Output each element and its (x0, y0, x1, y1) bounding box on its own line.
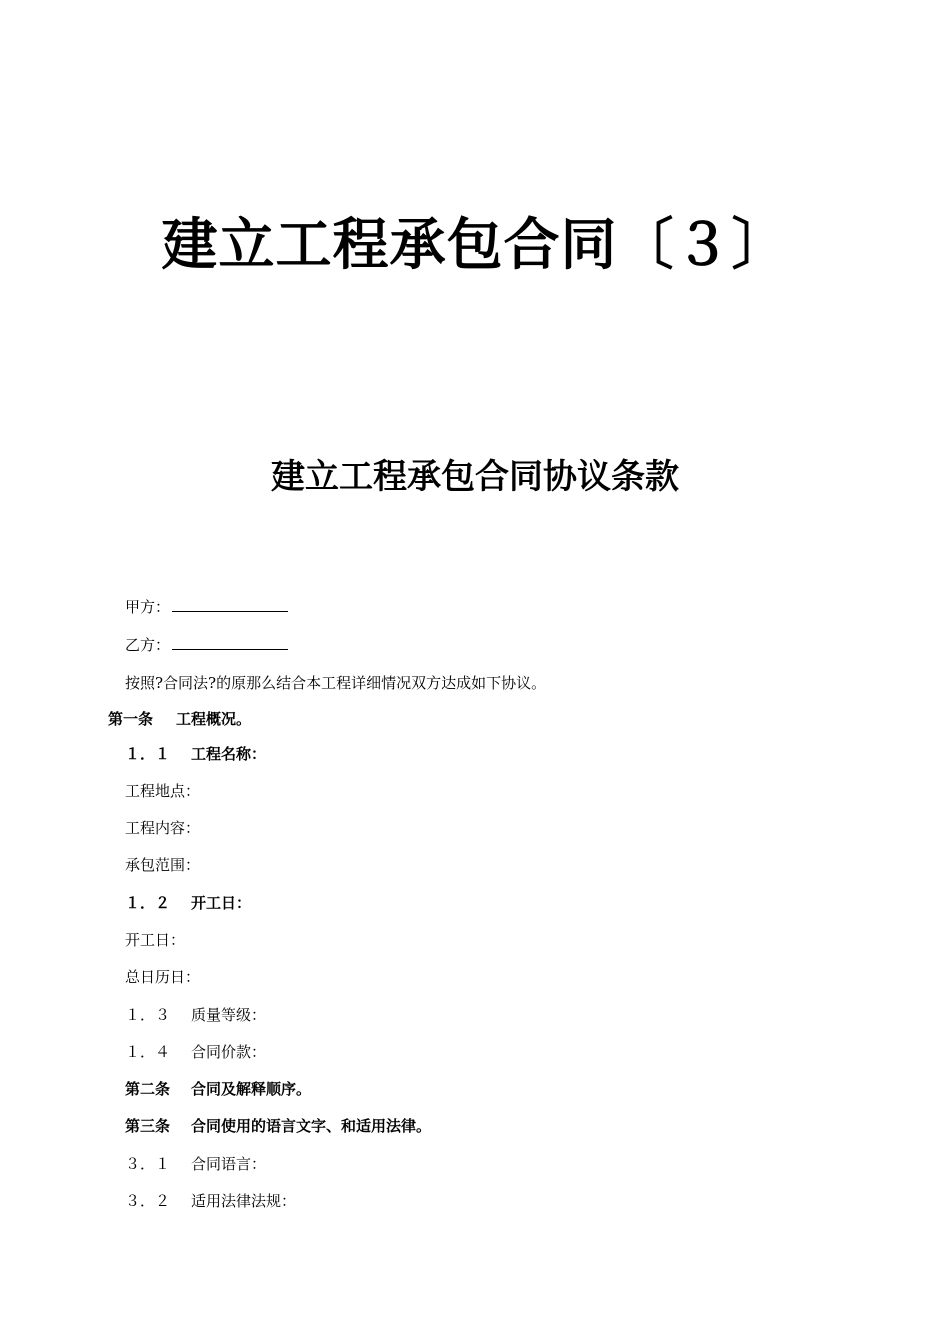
section-3-1-text: 合同语言： (191, 1155, 267, 1173)
section-3-1-line (125, 1153, 266, 1175)
section-1-3-line (125, 1004, 266, 1026)
article-1-number: 第一条 (108, 710, 154, 728)
party-b-blank (172, 635, 288, 650)
document-subtitle: 建立工程承包合同协议条款 (271, 457, 679, 497)
section-1-1-number: １．１ (125, 745, 171, 763)
article-1-heading (108, 708, 251, 730)
party-b-line (125, 634, 288, 656)
section-1-3-number: １．３ (125, 1006, 171, 1024)
section-1-2-number: １．２ (125, 894, 171, 912)
section-1-4-text: 合同价款： (191, 1043, 267, 1061)
section-1-4-line (125, 1041, 266, 1063)
section-1-2-text: 开工日： (191, 894, 252, 912)
article-3-heading (125, 1115, 431, 1137)
project-content-line: 工程内容： (125, 819, 201, 837)
article-2-number: 第二条 (125, 1080, 171, 1098)
party-a-blank (172, 597, 288, 612)
article-2-heading (125, 1078, 311, 1100)
party-a-line (125, 596, 288, 618)
section-1-2-heading (125, 892, 251, 914)
section-3-2-line (125, 1190, 296, 1212)
document-title: 建立工程承包合同〔３〕 (161, 213, 789, 278)
start-date-line: 开工日： (125, 931, 186, 949)
section-3-2-text: 适用法律法规： (191, 1192, 297, 1210)
article-1-text: 工程概况。 (176, 710, 252, 728)
section-1-3-text: 质量等级： (191, 1006, 267, 1024)
contract-scope-line: 承包范围： (125, 856, 201, 874)
section-3-1-number: ３．１ (125, 1155, 171, 1173)
section-1-1-text: 工程名称： (191, 745, 267, 763)
section-1-4-number: １．４ (125, 1043, 171, 1061)
project-location-line: 工程地点： (125, 782, 201, 800)
section-3-2-number: ３．２ (125, 1192, 171, 1210)
article-3-number: 第三条 (125, 1117, 171, 1135)
article-2-text: 合同及解释顺序。 (191, 1080, 312, 1098)
party-b-label: 乙方： (125, 636, 171, 654)
total-days-line: 总日历日： (125, 968, 201, 986)
article-3-text: 合同使用的语言文字、和适用法律。 (191, 1117, 432, 1135)
party-a-label: 甲方： (125, 598, 171, 616)
intro-paragraph: 按照?合同法?的原那么结合本工程详细情况双方达成如下协议。 (125, 674, 547, 692)
section-1-1-heading (125, 743, 266, 765)
